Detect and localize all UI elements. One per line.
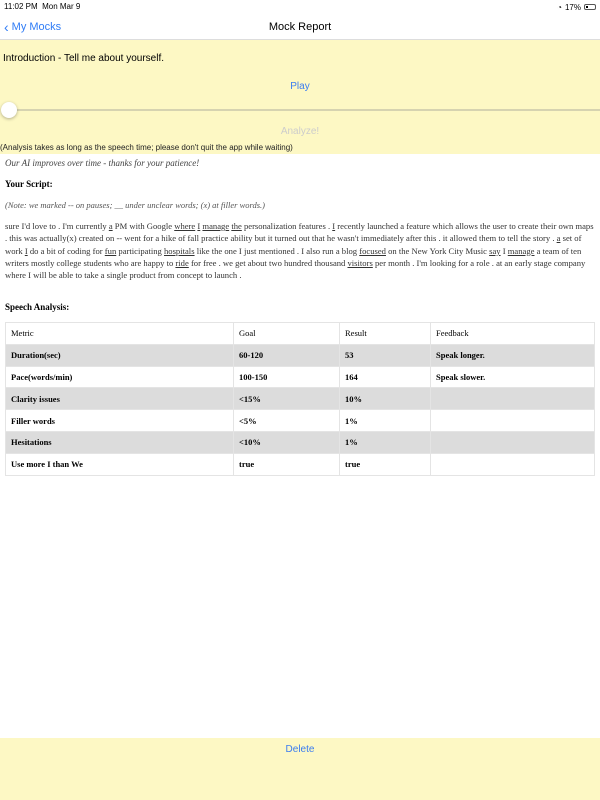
script-segment: like the one I just mentioned . I also run a blog: [194, 245, 360, 256]
unclear-word: manage: [202, 221, 230, 231]
cell: Use more I than We: [6, 453, 234, 475]
cell: [431, 431, 595, 453]
unclear-word: manage: [507, 245, 535, 256]
header-cell: Feedback: [431, 323, 595, 345]
status-bar: [0, 0, 600, 14]
script-segment: personalization features .: [241, 221, 333, 231]
status-time: 11:02 PM: [4, 2, 38, 11]
unclear-word: visitors: [347, 257, 373, 268]
back-label: My Mocks: [11, 21, 62, 33]
back-button[interactable]: [4, 19, 61, 35]
analysis-note: (Analysis takes as long as the speech time; please don't quit the app while waiting): [0, 143, 293, 152]
unclear-word: I: [24, 245, 28, 256]
cell: [431, 388, 595, 410]
unclear-word: where: [174, 221, 196, 231]
unclear-word: a: [108, 221, 113, 231]
script-segment: sure I'd love to . I'm currently: [5, 221, 109, 231]
cell: Pace(words/min): [6, 366, 234, 388]
cell: <15%: [234, 388, 340, 410]
cell: 53: [340, 344, 431, 366]
unclear-word: say: [489, 245, 501, 256]
script-segment: per month . I'm looking for a role . at an early stage company where I will be able to take a single product from concept to launch .: [5, 257, 586, 281]
battery-icon: [584, 4, 596, 10]
cell: Clarity issues: [6, 388, 234, 410]
cell: [431, 410, 595, 432]
chevron-left-icon: ‹: [4, 19, 9, 35]
cell: 100-150: [234, 366, 340, 388]
analyze-button[interactable]: Analyze!: [280, 126, 320, 137]
cell: Speak longer.: [431, 344, 595, 366]
cell: Filler words: [6, 410, 234, 432]
script-segment: for free . we get about two hundred thousand: [188, 257, 348, 268]
script-heading: Your Script:: [5, 179, 53, 189]
unclear-word: hospitals: [163, 245, 195, 256]
script-segment: on the New York City Music: [385, 245, 490, 256]
script-segment: participating: [116, 245, 164, 256]
cell: 10%: [340, 388, 431, 410]
table-row: [6, 366, 595, 388]
delete-button[interactable]: Delete: [285, 744, 315, 755]
analysis-table: [5, 322, 595, 476]
unclear-word: I: [197, 221, 201, 231]
slider-thumb[interactable]: [1, 102, 17, 118]
header-cell: Metric: [6, 323, 234, 345]
table-header-row: [6, 323, 595, 345]
cell: true: [234, 453, 340, 475]
unclear-word: I: [332, 221, 336, 231]
wifi-icon: ◔: [557, 2, 562, 12]
question-text: Introduction - Tell me about yourself.: [3, 53, 165, 64]
cell: <5%: [234, 410, 340, 432]
cell: 1%: [340, 431, 431, 453]
cell: 164: [340, 366, 431, 388]
script-segment: PM with Google: [112, 221, 175, 231]
player-panel: [0, 40, 600, 154]
analysis-heading: Speech Analysis:: [5, 302, 70, 312]
table-row: [6, 410, 595, 432]
cell: Hesitations: [6, 431, 234, 453]
header-cell: Result: [340, 323, 431, 345]
patience-note: Our AI improves over time - thanks for your patience!: [5, 158, 200, 168]
play-button[interactable]: Play: [290, 81, 310, 92]
cell: true: [340, 453, 431, 475]
cell: Duration(sec): [6, 344, 234, 366]
script-segment: do a bit of coding for: [27, 245, 105, 256]
unclear-word: the: [231, 221, 242, 231]
table-row: [6, 388, 595, 410]
table-row: [6, 431, 595, 453]
unclear-word: fun: [104, 245, 117, 256]
cell: <10%: [234, 431, 340, 453]
table-row: [6, 453, 595, 475]
unclear-word: a: [556, 233, 561, 244]
footer-panel: [0, 738, 600, 800]
unclear-word: ride: [175, 257, 189, 268]
cell: Speak slower.: [431, 366, 595, 388]
script-segment: a team of ten writers mostly college students who are happy to: [5, 245, 582, 268]
status-date: Mon Mar 9: [42, 2, 81, 11]
cell: 60-120: [234, 344, 340, 366]
unclear-word: focused: [359, 245, 386, 256]
script-segment: recently launched a feature which allows the user to create their own maps . this was actually(x) created on -- went for a hike of fall practice ability but it turned out that he wasn't immediately after this . it allowed them to tell the story .: [5, 221, 594, 244]
cell: 1%: [340, 410, 431, 432]
playback-slider[interactable]: [8, 109, 600, 111]
battery-percent: 17%: [564, 2, 581, 12]
page-title: Mock Report: [268, 20, 332, 33]
script-text: [5, 220, 597, 281]
cell: [431, 453, 595, 475]
table-row: [6, 344, 595, 366]
script-segment: I: [500, 245, 508, 256]
nav-bar: [0, 14, 600, 40]
script-segment: set of work: [5, 233, 582, 256]
script-legend: (Note: we marked -- on pauses; __ under unclear words; (x) at filler words.): [5, 200, 265, 210]
header-cell: Goal: [234, 323, 340, 345]
